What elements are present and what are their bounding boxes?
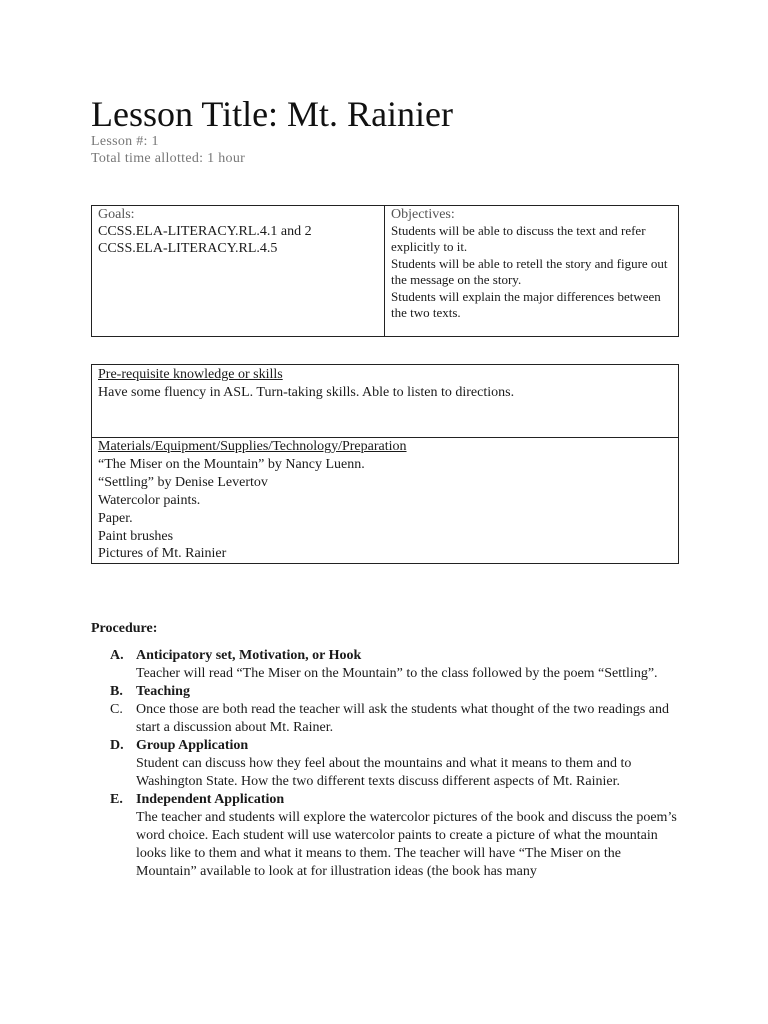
procedure-text: Student can discuss how they feel about the mountains and what it means to them and to Washington State. How the two different texts discuss different aspects of Mt. Rainier. <box>136 756 632 789</box>
procedure-text: Teacher will read “The Miser on the Mountain” to the class followed by the poem “Settling”. <box>136 666 658 681</box>
procedure-letter: B. <box>110 684 123 699</box>
procedure-item-a <box>110 647 680 683</box>
lesson-title: Lesson Title: Mt. Rainier <box>91 94 454 134</box>
objectives-heading: Objectives: <box>391 207 455 222</box>
procedure-title: Anticipatory set, Motivation, or Hook <box>136 648 362 663</box>
materials-cell <box>98 438 674 563</box>
objective-item: Students will be able to retell the story and figure out the message on the story. <box>391 255 668 288</box>
material-item: Pictures of Mt. Rainier <box>98 546 227 562</box>
prerequisites-cell <box>98 366 674 402</box>
goal-item: CCSS.ELA-LITERACY.RL.4.5 <box>98 241 278 256</box>
procedure-letter: D. <box>110 738 124 753</box>
objectives-cell <box>391 206 676 321</box>
goal-item: CCSS.ELA-LITERACY.RL.4.1 and 2 <box>98 224 312 239</box>
lesson-number: Lesson #: 1 <box>91 134 159 149</box>
procedure-heading: Procedure: <box>91 621 158 636</box>
material-item: “Settling” by Denise Levertov <box>98 474 268 490</box>
procedure-text: The teacher and students will explore the watercolor pictures of the book and discuss the poem’s word choice. Each student will use watercolor paints to create a picture of what the mountain looks like to them and what it means to them. The teacher will have “The Miser on the Mountain” available to look at for illustration ideas (the book has many <box>136 810 677 879</box>
procedure-letter: A. <box>110 648 124 663</box>
procedure-item-d <box>110 737 680 791</box>
procedure-item-e <box>110 791 680 881</box>
table-divider <box>384 206 385 336</box>
prerequisites-text: Have some fluency in ASL. Turn-taking skills. Able to listen to directions. <box>98 385 515 400</box>
goals-cell <box>98 206 380 257</box>
objective-item: Students will explain the major differences between the two texts. <box>391 288 661 321</box>
procedure-list <box>110 647 680 881</box>
procedure-title: Independent Application <box>136 792 285 807</box>
procedure-item-c <box>110 701 680 737</box>
goals-objectives-table <box>91 205 679 337</box>
procedure-item-b <box>110 683 680 701</box>
prereq-materials-table <box>91 364 679 564</box>
time-allotted: Total time allotted: 1 hour <box>91 151 246 166</box>
material-item: “The Miser on the Mountain” by Nancy Luenn. <box>98 456 365 472</box>
material-item: Watercolor paints. <box>98 492 201 508</box>
procedure-title: Group Application <box>136 738 249 753</box>
procedure-letter: C. <box>110 702 123 717</box>
procedure-text: Once those are both read the teacher will ask the students what thought of the two readings and start a discussion about Mt. Rainer. <box>136 702 670 735</box>
procedure-letter: E. <box>110 792 123 807</box>
goals-heading: Goals: <box>98 207 135 222</box>
material-item: Paint brushes <box>98 528 174 544</box>
materials-heading: Materials/Equipment/Supplies/Technology/Preparation <box>98 439 407 454</box>
prerequisites-heading: Pre-requisite knowledge or skills <box>98 367 283 382</box>
procedure-title: Teaching <box>136 684 190 699</box>
objective-item: Students will be able to discuss the text and refer explicitly to it. <box>391 223 646 255</box>
material-item: Paper. <box>98 510 133 526</box>
